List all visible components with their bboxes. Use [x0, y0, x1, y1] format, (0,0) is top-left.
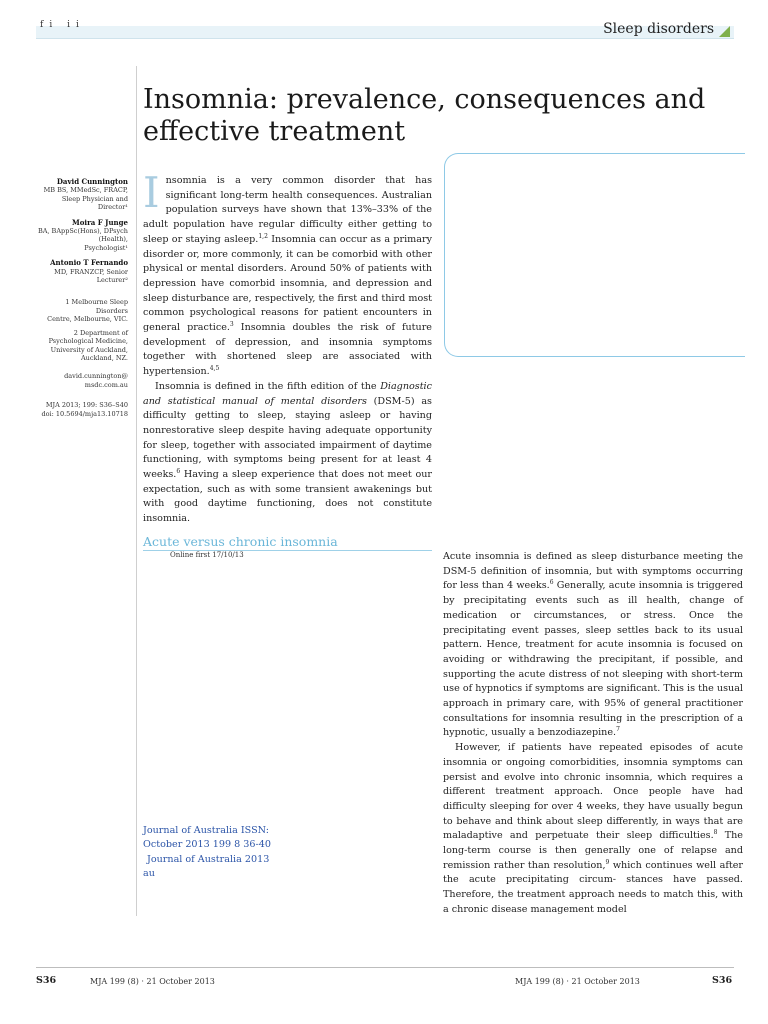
- online-first-date: Online first 17/10/13: [170, 551, 244, 559]
- email-line[interactable]: msdc.com.au: [84, 380, 128, 389]
- acute-paragraph-1: [443, 550, 743, 741]
- text-run: The long-term course is then generally one of relapse and remission rather than resolution,: [443, 830, 743, 871]
- reference-marker[interactable]: 9: [605, 858, 610, 866]
- reference-marker[interactable]: 6: [176, 467, 181, 475]
- footer-rule: [36, 967, 734, 968]
- author-sidebar: [36, 178, 128, 418]
- book-title: Diagnostic and statistical manual of mental disorders: [143, 380, 432, 407]
- author-block: [36, 259, 128, 284]
- text-run: Generally, acute insomnia is triggered by precipitating events such as ill health, change of medication or circumstances, or stress. Once the precipitating event passes, sleep settles back to its usual pattern. Hence, treatment for acute insomnia is focused on avoiding or withdrawing the precipitant, if possible, and supporting the acute distress of not sleeping with short-term use of hypnotics if symptoms are significant. This is the usual approach in primary care, with 95% of general practitioner consultations for insomnia resulting in the prescription of a hypnotic, usually a benzodiazepine.: [443, 580, 744, 739]
- text-run: nsomnia is a very common disorder that has significant long-term health consequences. Australian population surveys have shown that 13%–33% of the adult population have regular difficulty either getting to sleep or staying asleep.: [143, 175, 432, 245]
- journal-note-line: Journal of Australia ISSN:: [143, 825, 269, 836]
- affiliation-line: University of Auckland,: [50, 345, 128, 354]
- journal-note-line: October 2013 199 8 36-40: [143, 839, 271, 851]
- page-number-right: S36: [712, 975, 733, 986]
- affiliation-line: 1 Melbourne Sleep Disorders: [65, 298, 128, 315]
- email-line[interactable]: david.cunnington@: [64, 372, 128, 381]
- reference-marker[interactable]: 6: [549, 579, 554, 587]
- intro-paragraph-1: [143, 168, 432, 380]
- author-name: David Cunnington: [56, 177, 128, 186]
- affiliation-line: Auckland, NZ.: [80, 353, 128, 362]
- intro-text-column: [143, 168, 432, 527]
- acute-insomnia-column: [443, 550, 743, 918]
- reference-marker[interactable]: 8: [713, 829, 718, 837]
- intro-paragraph-2: [143, 380, 432, 527]
- callout-box: [444, 153, 745, 357]
- section-triangle-icon: [719, 26, 730, 37]
- text-run: (DSM-5) as difficulty getting to sleep, staying asleep or having nonrestorative sleep despite having adequate opportunity for sleep, together with associated impairment of daytime functioning, with symptoms being present for at least 4 weeks.: [143, 395, 432, 481]
- text-run: Insomnia is defined in the fifth edition of the: [155, 380, 381, 392]
- affiliation-1: [36, 298, 128, 323]
- text-run: Insomnia can occur as a primary disorder or, more commonly, it can be comorbid with other physical or mental disorders. Around 50% of patients with depression have comorbid insomnia, and depression and sleep disturbance are, respectively, the first and third most common psychological reasons for patient encounters in general practice.: [143, 233, 432, 334]
- author-credentials: Lecturer²: [96, 276, 128, 285]
- dropcap-letter: I: [143, 168, 160, 217]
- author-block: [36, 219, 128, 253]
- journal-note-line: au: [143, 867, 155, 879]
- text-run: Insomnia doubles the risk of future development of depression, and insomnia symptoms together with shortened sleep are associated with hypertension.: [143, 322, 432, 378]
- citation-line: MJA 2013; 199: S36–S40: [45, 401, 128, 410]
- affiliation-line: Psychological Medicine,: [48, 337, 128, 346]
- author-block: [36, 178, 128, 212]
- doi-line: doi: 10.5694/mja13.10718: [41, 409, 128, 418]
- reference-marker[interactable]: 1,2: [258, 232, 268, 240]
- author-credentials: Psychologist¹: [84, 243, 128, 252]
- journal-note: [143, 824, 293, 881]
- author-credentials: MB BS, MMedSc, FRACP,: [43, 186, 128, 195]
- affiliation-2: [36, 329, 128, 363]
- article-title: Insomnia: prevalence, consequences and effective treatment: [143, 84, 706, 147]
- author-name: Moira F Junge: [72, 217, 128, 227]
- reference-marker[interactable]: 4,5: [209, 364, 220, 372]
- reference-marker[interactable]: 3: [229, 320, 234, 328]
- section-label: Sleep disorders: [603, 21, 714, 37]
- reference-marker[interactable]: 7: [616, 726, 620, 734]
- text-run: However, if patients have repeated episodes of acute insomnia or ongoing comorbidities, insomnia symptoms can persist and evolve into chronic insomnia, which requires a different treatment approach. Once people have had difficulty sleeping for over 4 weeks, they have usually begun to behave and think about sleep differently, in ways that are maladaptive and perpetuate their sleep difficulties.: [443, 742, 743, 842]
- page-number-left: S36: [36, 975, 57, 986]
- header-rule: [36, 38, 734, 39]
- author-credentials: BA, BAppSc(Hons), DPsych: [37, 227, 128, 236]
- citation-info: [36, 401, 128, 418]
- author-email[interactable]: [36, 372, 128, 389]
- text-run: Having a sleep experience that does not meet our expectation, such as with some transient awakenings but with good daytime functioning, does not constitute insomnia.: [143, 469, 432, 525]
- affiliation-line: 2 Department of: [73, 328, 128, 337]
- header-garble-text: fi ii: [40, 20, 85, 30]
- column-divider: [136, 66, 137, 916]
- author-credentials: (Health),: [98, 235, 128, 244]
- footer-citation-left: MJA 199 (8) · 21 October 2013: [90, 977, 215, 986]
- author-credentials: Director¹: [97, 203, 128, 212]
- acute-paragraph-2: [443, 741, 743, 917]
- author-credentials: Sleep Physician and: [61, 194, 128, 203]
- author-credentials: MD, FRANZCP, Senior: [54, 267, 128, 276]
- footer-citation-right: MJA 199 (8) · 21 October 2013: [515, 977, 640, 986]
- text-run: Acute insomnia is defined as sleep disturbance meeting the DSM-5 definition of insomnia, but with symptoms occurring for less than 4 weeks.: [443, 551, 743, 592]
- section-heading: Acute versus chronic insomnia: [143, 534, 338, 549]
- journal-note-line: Journal of Australia 2013: [147, 853, 270, 865]
- affiliation-line: Centre, Melbourne, VIC.: [47, 315, 128, 324]
- author-name: Antonio T Fernando: [50, 258, 128, 268]
- text-run: which continues well after the acute precipitating circum- stances have passed. Therefore, the treatment approach needs to match this, with a chronic disease management model: [443, 859, 743, 915]
